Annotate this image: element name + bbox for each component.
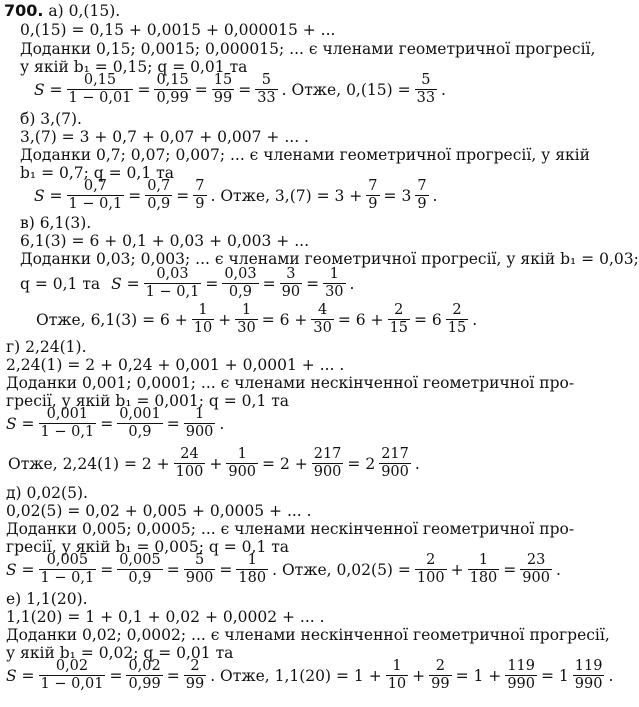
fraction-denominator: 9 xyxy=(195,196,205,212)
fraction xyxy=(184,552,216,587)
part-d-label: г) 2,24(1). xyxy=(6,338,87,356)
fraction-numerator: 3 xyxy=(286,266,296,282)
part-e-label: д) 0,02(5). xyxy=(6,484,88,502)
part-a-header xyxy=(4,2,120,20)
fraction-numerator: 1 xyxy=(198,302,208,318)
fraction-denominator: 1 − 0,1 xyxy=(145,284,200,300)
fraction-denominator: 90 xyxy=(281,284,301,300)
fraction-denominator: 0,9 xyxy=(228,284,252,300)
fraction-denominator: 1 − 0,01 xyxy=(40,676,104,692)
fraction-numerator: 1 xyxy=(329,266,339,282)
fraction xyxy=(226,446,258,481)
fraction-numerator: 2 xyxy=(190,658,200,674)
fraction-denominator: 1 − 0,1 xyxy=(68,196,123,212)
part-d-result: Отже, 2,24(1) = 2 + $\frac{24}{100}$ + $\frac{1}{900}$ = 2 + $\frac{217}{900}$ = 2 $\frac{217}{900}$ . xyxy=(8,446,420,480)
fraction xyxy=(192,302,214,337)
fraction-numerator: 217 xyxy=(381,446,409,462)
part-f-terms-1: Доданки 0,02; 0,0002; ... є членами нескінченної геометричної прогресії, xyxy=(6,626,610,644)
fraction xyxy=(154,72,190,107)
fraction xyxy=(236,552,268,587)
part-e-sum-equation: S = $\frac{0,005}{1 - 0,1}$ = $\frac{0,005}{0,9}$ = $\frac{5}{900}$ = $\frac{1}{180}$ . Отже, 0,02(5) = $\frac{2}{100}$ + $\frac{1}{180}$ = $\frac{23}{900}$ . xyxy=(6,552,561,586)
fraction-denominator: 30 xyxy=(313,320,332,336)
fraction-denominator: 0,9 xyxy=(128,424,152,440)
fraction-numerator: 23 xyxy=(526,552,546,568)
fraction-numerator: 2 xyxy=(452,302,462,318)
fraction-numerator: 119 xyxy=(507,658,535,674)
fraction-numerator: 7 xyxy=(417,178,427,194)
fraction xyxy=(311,302,333,337)
part-d-terms-2: гресії, у якій b₁ = 0,001; q = 0,1 та xyxy=(6,392,290,410)
fraction xyxy=(415,178,428,213)
equation-text: = 6 + xyxy=(337,310,384,329)
fraction-denominator: 0,9 xyxy=(147,196,171,212)
fraction xyxy=(144,266,202,301)
fraction-numerator: 1 xyxy=(237,446,247,462)
part-f-terms-2: у якій b₁ = 0,02; q = 0,01 та xyxy=(6,644,234,662)
part-a-sum-equation: S = $\frac{0,15}{1 - 0,01}$ = $\frac{0,15}{0,99}$ = $\frac{15}{99}$ = $\frac{5}{33}$ . Отже, 0,(15) = $\frac{5}{33}$ . xyxy=(34,72,446,106)
part-b-terms-1: Доданки 0,7; 0,07; 0,007; ... є членами геометричної прогресії, у якій xyxy=(20,146,590,164)
part-d-terms-1: Доданки 0,001; 0,0001; ... є членами нескінченної геометричної про- xyxy=(6,374,575,392)
equation-text: . Отже, 3,(7) = 3 + xyxy=(210,186,363,205)
equation-text: S = xyxy=(6,414,35,433)
fraction xyxy=(222,266,258,301)
therefore-text: . Отже, 0,(15) = xyxy=(281,80,411,99)
fraction-numerator: 2 xyxy=(435,658,445,674)
fraction xyxy=(184,658,206,693)
fraction-denominator: 1 − 0,1 xyxy=(40,570,95,586)
fraction-numerator: 1 xyxy=(392,658,402,674)
fraction-numerator: 0,7 xyxy=(147,178,171,194)
part-d-expansion: 2,24(1) = 2 + 0,24 + 0,001 + 0,0001 + ... . xyxy=(6,356,345,374)
fraction xyxy=(117,406,163,441)
fraction xyxy=(39,658,106,693)
equation-text: . Отже, 0,02(5) = xyxy=(272,560,411,579)
fraction xyxy=(193,178,206,213)
part-f-sum-equation: S = $\frac{0,02}{1 - 0,01}$ = $\frac{0,02}{0,99}$ = $\frac{2}{99}$ . Отже, 1,1(20) = 1 + $\frac{1}{10}$ + $\frac{2}{99}$ = 1 + $\frac{119}{990}$ = 1 $\frac{119}{990}$ . xyxy=(6,658,614,692)
fraction xyxy=(280,266,302,301)
fraction xyxy=(446,302,468,337)
fraction-numerator: 0,02 xyxy=(128,658,161,674)
fraction-numerator: 0,005 xyxy=(119,552,161,568)
fraction xyxy=(415,552,447,587)
fraction-denominator: 900 xyxy=(228,464,257,480)
equation-text: S = xyxy=(111,274,140,293)
fraction-denominator: 0,99 xyxy=(156,90,189,106)
part-e-terms-1: Доданки 0,005; 0,0005; ... є членами нескінченної геометричної про- xyxy=(6,520,575,538)
fraction-numerator: 1 xyxy=(241,302,252,318)
part-c-terms-1: Доданки 0,03; 0,003; ... є членами геометричної прогресії, у якій b₁ = 0,03; xyxy=(20,250,639,268)
part-e-expansion: 0,02(5) = 0,02 + 0,005 + 0,0005 + ... . xyxy=(6,502,312,520)
fraction-numerator: 1 xyxy=(194,406,205,422)
fraction-numerator: 0,001 xyxy=(46,406,89,422)
part-c-sum-equation: q = 0,1 та S = $\frac{0,03}{1 - 0,1}$ = $\frac{0,03}{0,9}$ = $\frac{3}{90}$ = $\frac{1}{30}$ . xyxy=(20,266,355,300)
fraction-denominator: 0,9 xyxy=(128,570,152,586)
fraction-denominator: 900 xyxy=(185,424,214,440)
fraction xyxy=(117,552,163,587)
equation-text: S = xyxy=(6,560,35,579)
equation-text: = 2 + xyxy=(262,454,308,473)
equation-text: S = xyxy=(6,666,35,685)
fraction-denominator: 0,99 xyxy=(128,676,161,692)
fraction-denominator: 900 xyxy=(381,464,409,480)
fraction xyxy=(312,446,344,481)
fraction-numerator: 1 xyxy=(478,552,489,568)
equation-text: q = 0,1 та xyxy=(20,274,101,293)
fraction-numerator: 0,02 xyxy=(55,658,89,674)
fraction-numerator: 7 xyxy=(195,178,205,194)
fraction xyxy=(145,178,172,213)
fraction-numerator: 1 xyxy=(247,552,257,568)
fraction-numerator: 0,15 xyxy=(156,72,189,88)
part-b-expansion: 3,(7) = 3 + 0,7 + 0,07 + 0,007 + ... . xyxy=(20,128,309,146)
fraction-denominator: 180 xyxy=(238,570,267,586)
fraction-numerator: 5 xyxy=(421,72,431,88)
part-a-terms-2: у якій b₁ = 0,15; q = 0,01 та xyxy=(20,58,248,76)
fraction-numerator: 217 xyxy=(313,446,342,462)
fraction-denominator: 100 xyxy=(175,464,204,480)
fraction xyxy=(255,72,277,107)
fraction-denominator: 9 xyxy=(417,196,427,212)
fraction-denominator: 900 xyxy=(522,570,550,586)
fraction-numerator: 5 xyxy=(261,72,272,88)
fraction-numerator: 2 xyxy=(426,552,436,568)
fraction xyxy=(67,72,134,107)
fraction-denominator: 15 xyxy=(447,320,467,336)
fraction-denominator: 1 − 0,1 xyxy=(40,424,95,440)
fraction-denominator: 30 xyxy=(325,284,344,300)
fraction xyxy=(184,406,216,441)
equation-text: = 1 xyxy=(541,666,569,685)
fraction-denominator: 100 xyxy=(416,570,445,586)
fraction-denominator: 33 xyxy=(416,90,436,106)
equation-text: = 2 xyxy=(347,454,376,473)
fraction-denominator: 10 xyxy=(387,676,407,692)
part-f-label: е) 1,1(20). xyxy=(6,590,88,608)
problem-number: 700. xyxy=(4,1,44,20)
part-c-expansion: 6,1(3) = 6 + 0,1 + 0,03 + 0,003 + ... xyxy=(20,232,309,250)
fraction xyxy=(39,406,97,441)
fraction xyxy=(573,658,605,693)
equation-text: = 1 + xyxy=(455,666,502,685)
fraction-denominator: 33 xyxy=(257,90,276,106)
fraction-numerator: 15 xyxy=(213,72,233,88)
fraction-denominator: 990 xyxy=(574,676,603,692)
fraction xyxy=(505,658,537,693)
fraction xyxy=(212,72,234,107)
part-b-terms-2: b₁ = 0,7; q = 0,1 та xyxy=(20,164,174,182)
equation-text: Отже, 6,1(3) = 6 + xyxy=(36,310,188,329)
fraction-denominator: 99 xyxy=(431,676,450,692)
fraction xyxy=(379,446,411,481)
fraction-denominator: 15 xyxy=(389,320,409,336)
fraction-denominator: 30 xyxy=(237,320,256,336)
fraction-numerator: 0,15 xyxy=(83,72,117,88)
fraction xyxy=(386,658,408,693)
part-c-result: Отже, 6,1(3) = 6 + $\frac{1}{10}$ + $\frac{1}{30}$ = 6 + $\frac{4}{30}$ = 6 + $\frac{2}{15}$ = 6 $\frac{2}{15}$ . xyxy=(36,302,478,336)
fraction-denominator: 1 − 0,01 xyxy=(68,90,132,106)
fraction-numerator: 119 xyxy=(574,658,603,674)
equation-text: Отже, 2,24(1) = 2 + xyxy=(8,454,170,473)
part-c-label: в) 6,1(3). xyxy=(20,214,92,232)
fraction-denominator: 99 xyxy=(185,676,205,692)
fraction xyxy=(39,552,97,587)
fraction-denominator: 180 xyxy=(469,570,498,586)
part-f-expansion: 1,1(20) = 1 + 0,1 + 0,02 + 0,0002 + ... . xyxy=(6,608,325,626)
part-d-sum-equation: S = $\frac{0,001}{1 - 0,1}$ = $\frac{0,001}{0,9}$ = $\frac{1}{900}$ . xyxy=(6,406,225,440)
part-a-terms-1: Доданки 0,15; 0,0015; 0,000015; ... є членами геометричної прогресії, xyxy=(20,40,596,58)
fraction-numerator: 0,001 xyxy=(119,406,161,422)
fraction-numerator: 24 xyxy=(180,446,199,462)
equation-text: = 3 xyxy=(383,186,412,205)
fraction-denominator: 900 xyxy=(313,464,342,480)
fraction-denominator: 9 xyxy=(368,196,378,212)
part-b-sum-equation: S = $\frac{0,7}{1 - 0,1}$ = $\frac{0,7}{0,9}$ = $\frac{7}{9}$ . Отже, 3,(7) = 3 + $\frac{7}{9}$ = 3 $\frac{7}{9}$ . xyxy=(34,178,438,212)
part-a-expansion: 0,(15) = 0,15 + 0,0015 + 0,000015 + ... xyxy=(20,21,336,39)
fraction-numerator: 5 xyxy=(194,552,205,568)
fraction xyxy=(468,552,500,587)
part-b-label: б) 3,(7). xyxy=(20,110,82,128)
fraction-denominator: 900 xyxy=(185,570,214,586)
fraction-numerator: 2 xyxy=(394,302,404,318)
equation-text: = 6 + xyxy=(261,310,308,329)
fraction xyxy=(323,266,345,301)
fraction-denominator: 10 xyxy=(193,320,213,336)
fraction-numerator: 0,03 xyxy=(224,266,257,282)
part-e-terms-2: гресії, у якій b₁ = 0,005; q = 0,1 та xyxy=(6,538,290,556)
fraction xyxy=(126,658,162,693)
equation-text: = 6 xyxy=(414,310,442,329)
fraction xyxy=(366,178,379,213)
part-a-label: а) 0,(15). xyxy=(48,2,121,20)
equation-text: S = xyxy=(34,186,63,205)
fraction-denominator: 990 xyxy=(507,676,535,692)
fraction xyxy=(520,552,552,587)
fraction-numerator: 7 xyxy=(368,178,378,194)
fraction-numerator: 0,7 xyxy=(83,178,107,194)
fraction xyxy=(235,302,257,337)
fraction xyxy=(67,178,125,213)
fraction-numerator: 0,03 xyxy=(156,266,189,282)
fraction-numerator: 0,005 xyxy=(46,552,89,568)
fraction-denominator: 99 xyxy=(213,90,233,106)
fraction xyxy=(174,446,206,481)
fraction-numerator: 4 xyxy=(318,302,328,318)
sum-symbol: S = xyxy=(34,80,63,99)
fraction xyxy=(388,302,410,337)
equation-text: . Отже, 1,1(20) = 1 + xyxy=(210,666,382,685)
fraction xyxy=(429,658,451,693)
fraction xyxy=(415,72,437,107)
